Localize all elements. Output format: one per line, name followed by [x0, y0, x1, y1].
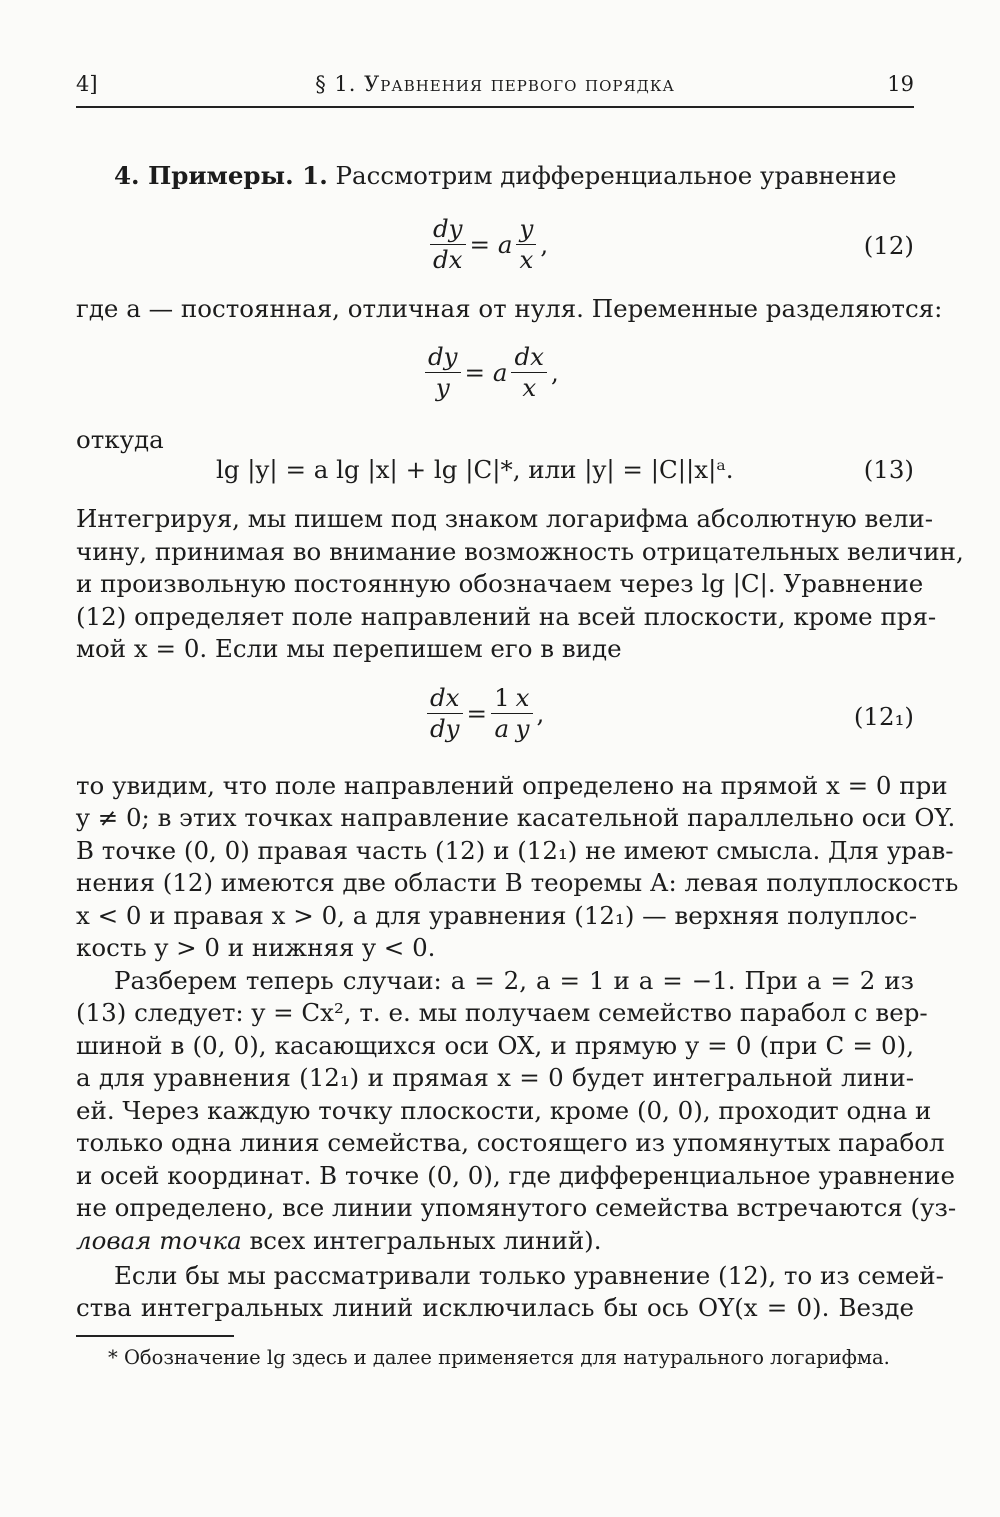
paragraph-line: только одна линия семейства, состоящего из упомянутых парабол	[76, 1128, 945, 1157]
paragraph-line: В точке (0, 0) правая часть (12) и (12₁) не имеют смысла. Для урав-	[76, 836, 954, 865]
footnote-rule	[76, 1335, 234, 1337]
paragraph-line: шиной в (0, 0), касающихся оси OX, и прямую y = 0 (при C = 0),	[76, 1031, 914, 1060]
header-section: 4]	[76, 72, 98, 96]
text-otkuda: откуда	[76, 425, 164, 454]
paragraph-line: чину, принимая во внимание возможность отрицательных величин,	[76, 537, 964, 566]
paragraph-line: а для уравнения (12₁) и прямая x = 0 будет интегральной лини-	[76, 1063, 914, 1092]
paragraph-line: и произвольную постоянную обозначаем через lg |C|. Уравнение	[76, 569, 924, 598]
paragraph-line: (12) определяет поле направлений на всей плоскости, кроме пря-	[76, 602, 937, 631]
section-heading	[114, 160, 952, 192]
equation-12: $\frac{dy}{dx}$ = a $\frac{y}{x}$ ,	[430, 214, 552, 275]
eq12-rhs: $\frac{y}{x}$	[516, 214, 536, 275]
running-header	[76, 72, 914, 102]
equation-number-13: (13)	[863, 455, 914, 484]
heading-text: Рассмотрим дифференциальное уравнение	[335, 161, 897, 190]
paragraph-line: Разберем теперь случаи: a = 2, a = 1 и a = −1. При a = 2 из	[114, 966, 914, 995]
paragraph-line: и осей координат. В точке (0, 0), где дифференциальное уравнение	[76, 1161, 955, 1190]
paragraph-line: ловая точка всех интегральных линий).	[76, 1226, 602, 1255]
footnote: * Обозначение lg здесь и далее применяется для натурального логарифма.	[108, 1346, 890, 1369]
paragraph-line: (13) следует: y = Cx², т. е. мы получаем семейство парабол с вер-	[76, 998, 928, 1027]
paragraph-line: мой x = 0. Если мы перепишем его в виде	[76, 634, 622, 663]
paragraph-line: Если бы мы рассматривали только уравнение (12), то из семей-	[114, 1261, 944, 1290]
paragraph-line: не определено, все линии упомянутого семейства встречаются (уз-	[76, 1193, 957, 1222]
heading-bold: 4. Примеры. 1.	[114, 161, 328, 190]
paragraph-line: Интегрируя, мы пишем под знаком логарифма абсолютную вели-	[76, 504, 934, 533]
equation-12-1: $\frac{dx}{dy}$ = $\frac{1}{a}$ $\frac{x}{y}$ ,	[427, 683, 548, 744]
paragraph-line: то увидим, что поле направлений определено на прямой x = 0 при	[76, 771, 948, 800]
header-title: § 1. Уравнения первого порядка	[315, 72, 675, 96]
paragraph-line: нения (12) имеются две области B теоремы А: левая полуплоскость	[76, 868, 959, 897]
equation-number-12-1: (12₁)	[853, 702, 914, 731]
paragraph-line: где a — постоянная, отличная от нуля. Переменные разделяются:	[76, 294, 943, 323]
paragraph-line: ства интегральных линий исключилась бы ось OY(x = 0). Везде	[76, 1293, 914, 1322]
paragraph-line: y ≠ 0; в этих точках направление касательной параллельно оси OY.	[76, 803, 956, 832]
page-number: 19	[887, 72, 914, 96]
eq12-lhs: $\frac{dy}{dx}$	[430, 214, 466, 275]
equation-number-12: (12)	[863, 231, 914, 260]
equation-13: lg |y| = a lg |x| + lg |C|*, или |y| = |C||x|ᵃ.	[216, 455, 734, 484]
paragraph-line: кость y > 0 и нижняя y < 0.	[76, 933, 436, 962]
paragraph-line: x < 0 и правая x > 0, а для уравнения (12₁) — верхняя полуплос-	[76, 901, 917, 930]
equation-separated: $\frac{dy}{y}$ = a $\frac{dx}{x}$ ,	[425, 342, 563, 403]
header-rule	[76, 106, 914, 108]
paragraph-line: ей. Через каждую точку плоскости, кроме (0, 0), проходит одна и	[76, 1096, 932, 1125]
italic-term: ловая точка	[76, 1226, 242, 1255]
